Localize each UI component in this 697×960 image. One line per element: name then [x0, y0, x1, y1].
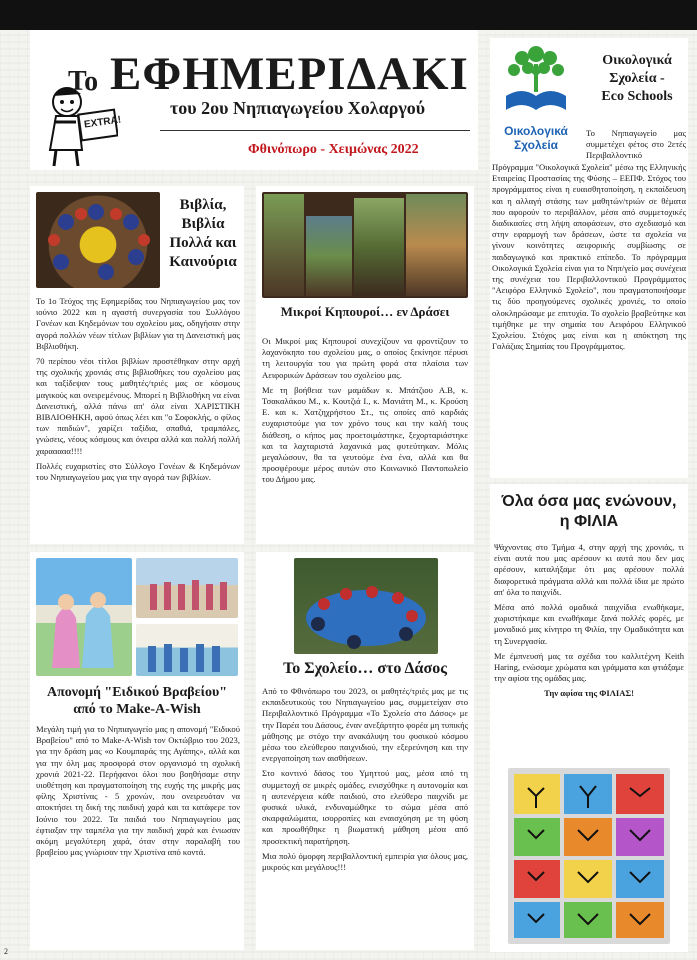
- masthead-title: ΕΦΗΜΕΡΙΔΑΚΙ: [110, 48, 469, 100]
- forest-section: [256, 552, 474, 950]
- award-photo-main: [36, 558, 132, 676]
- make-a-wish-text: Μεγάλη τιμή για το Νηπιαγωγείο μας η απονομή "Ειδικού Βραβείου" από το Make-A-Wish τον Οκτώβριο του 2023, για την δράση μας «ο Κουμπαράς της Αγάπης», αλλά και για την όλη μας προσφορά στον οργανισμό τη σχολική χρονιά 2021-22. Περήφανοι όλοι που βοηθήσαμε στην υιοθέτηση και πραγματοποίηση της ευχής της μικρής μας φίλης Χριστίνας - 5 χρονών, που ονειρευόταν να αποκτήσει τη δική της παιδική χαρά και τα κατάφερε τον Ιούνιο του 2022. Τα παιδιά του Νηπιαγωγείου μας έφτιαξαν την ταμπέλα για την παιδική χαρά και ένιωσαν ακόμη μεγαλύτερη χαρά, όταν στην παραλαβή του βραβείου μας γνώρισαν την Χριστίνα από κοντά.: [36, 724, 240, 858]
- eco-title: [586, 52, 688, 106]
- books-text: [36, 296, 240, 487]
- forest-paragraph-2: Στο κοντινό δάσος του Υμηττού μας, μέσα από τη συμμετοχή σε μικρές ομάδες, ενισχύθηκε η αυτονομία και η αυτενέργεια κάθε παιδιού, στο ελεύθερο παιχνίδι με φυσικά υλικά, ενδυναμώθηκε το σώμα μέσα από σκαρφαλώματα, ισορροπίες και εναισχύηση με τη φύση και προωθήθηκε η βιωματική μάθηση μέσα από προσεκτική παρατήρηση.: [262, 768, 468, 846]
- masthead-season: Φθινόπωρο - Χειμώνας 2022: [248, 142, 419, 157]
- garden-photo-4: [406, 194, 466, 296]
- gardeners-title: Μικροί Κηπουροί… εν Δράσει: [280, 304, 450, 319]
- eco-tree-icon: [492, 40, 580, 120]
- eco-lead-text: Το Νηπιαγωγείο μας συμμετέχει φέτος στο 2ετές Περιβαλλοντικό: [586, 128, 686, 161]
- eco-title-line-3: Eco Schools: [601, 89, 673, 104]
- make-a-wish-section: [30, 552, 244, 950]
- friendship-text: [494, 542, 684, 704]
- books-section: [30, 186, 244, 544]
- masthead-article: Το: [68, 66, 99, 97]
- gardeners-text: [262, 336, 468, 490]
- gardeners-paragraph-2: Με τη βοήθεια των μαμάδων κ. Μπάτζιου Α.Β, κ. Τσακαλάκου Μ., κ. Κουτζιά Ι., κ. Μανιάτη Μ., κ. Κρούση Ε. και κ. Χατζηχρήστου Στ., τις οποίες από καρδιάς ευχαριστούμε για τον χρόνο τους και την καλή τους διάθεση, ο κήπος μας προετοιμάστηκε, ξεχορταριάστηκε και τα λαχταριστά λαχανικά μας φυτεύτηκαν. Μόλις μεγαλώσουν, θα τα γευτούμε ένα ένα, αλλά και θα προσφέρουμε μέρος αυτών στο Κοινωνικό Παντοπωλείο του Δήμου μας.: [262, 384, 468, 485]
- eco-body-text: Πρόγραμμα "Οικολογικά Σχολεία" μέσω της Ελληνικής Εταιρείας Προστασίας της Φύσης – ΕΕΠΦ. Στόχος του προγράμματος είναι η ευαισθητοποίηση, η εκπαίδευση και η αλλαγή στάσης των μαθητών/τριών σε θέματα που αφορούν το περιβάλλον, μέσα από συμμετοχικές διαδικασίες στη λήψη αποφάσεων, στο σχεδιασμό και στην εφαρμογή των δράσεων, ώστε τα σχολεία να γίνουν κοινότητες αειφορικής συμβίωσης σε παιδαγωγικό και πρακτικό επίπεδο. Το πρόγραμμα Οικολογικά Σχολεία είναι για το Νηπ/γείο μας συνέχεια της συνέχεια του Περιβαλλοντικού Προγράμματος "Αειφόρο Ελληνικό Σχολείο", που πραγματοποιήσαμε τις δύο προηγούμενες σχολικές χρονιές, το οποίο ολοκληρώσαμε με επιτυχία. Το σχολείο βραβεύτηκε και τιμήθηκε με την σημαία του Αειφόρου Ελληνικού Σχολείου. Στόχος μας είναι και η απόκτηση της Γαλάζιας Σημαίας του Προγράμματος.: [492, 162, 686, 352]
- eco-title-line-1: Οικολογικά: [602, 53, 672, 68]
- books-paragraph-3: Πολλές ευχαριστίες στο Σύλλογο Γονέων & Κηδεμόνων του Νηπιαγωγείου μας για την αγορά των βιβλίων.: [36, 460, 240, 483]
- eco-logo-text-2: Σχολεία: [513, 138, 559, 152]
- gardeners-paragraph-1: Οι Μικροί μας Κηπουροί συνεχίζουν να φροντίζουν το λαχανόκηπο του σχολείου μας, ο οποίος ξεκίνησε πέρυσι τη λειτουργία του για πρώτη φορά στα πλαίσια των Αειφορικών Δράσεων του σχολείου μας.: [262, 336, 468, 380]
- forest-paragraph-1: Από το Φθινόπωρο του 2023, οι μαθητές/τριές μας με τις εκπαιδευτικούς του Νηπιαγωγείου μας, συμμετείχαν στο Περιβαλλοντικό Πρόγραμμα «Το Σχολείο στο Δάσος» με την Παρέα του Δάσους, έναν ανεξάρτητο φορέα μη τυπικής μάθησης με στόχο την ανακάλυψη του φυσικού κόσμου μέσω του ελεύθερου παιχνιδιού, την εξερεύνηση και την ενεργοποίηση των αισθήσεων.: [262, 686, 468, 764]
- friendship-paragraph-3: Με έμπνευσή μας τα σχέδια του καλλιτέχνη Keith Haring, ενώσαμε χρώματα και γράμματα και φτιάξαμε την αφίσα της ομάδας μας.: [494, 650, 684, 684]
- garden-photo-collage: [262, 192, 468, 298]
- award-photo-group-2: [136, 624, 238, 676]
- friendship-title: [490, 492, 688, 532]
- garden-photo-1: [264, 194, 304, 296]
- friendship-paragraph-1: Ψάχνοντας στο Τμήμα 4, στην αρχή της χρονιάς, τι είναι αυτά που μας αρέσουν κι αυτά που δεν μας αρέσουν, καταλήξαμε ότι μας αρέσουν πολλά διαφορετικά πράγματα αλλά και πολλά ίδια με πρώτο απ' όλα το παιχνίδι.: [494, 542, 684, 597]
- garden-photo-2: [306, 216, 352, 296]
- award-photo-group-1: [136, 558, 238, 618]
- friendship-paragraph-2: Μέσα από πολλά ομαδικά παιχνίδια ενωθήκαμε, χωριστήκαμε και ενωθήκαμε ξανά πολλές φορές, με μοναδικό μας κίνητρο τη Φιλία, την Ομαδικότητα και τη Συνεργασία.: [494, 602, 684, 646]
- children-on-blue-tarp-image: [294, 558, 438, 654]
- eco-schools-section: [490, 38, 688, 478]
- books-title: Βιβλία, Βιβλία Πολλά και Καινούρια: [169, 197, 237, 270]
- girl-with-costumes-image: [36, 558, 132, 676]
- garden-photo-3: [354, 198, 404, 296]
- forest-paragraph-3: Μια πολύ όμορφη περιβαλλοντική εμπειρία για όλους μας, μικρούς και μεγάλους!!!: [262, 850, 468, 873]
- eco-logo-text-1: Οικολογικά: [504, 124, 568, 138]
- books-paragraph-2: 70 περίπου νέοι τίτλοι βιβλίων προστέθηκαν στην αρχή της σχολικής χρονιάς στις βιβλιοθήκες του σχολείου μας και ταξίδεψαν τους μαθητές/τριές μας σε κόσμους μαγικούς και ονειρεμένους. Μπορεί η Βιβλιοθήκη να είναι Δανειστική, αλλά πάνω απ' όλα είναι ΧΑΡΙΣΤΙΚΗ ΒΙΒΛΙΟΘΗΚΗ, αφού όπως λέει και "ο Σοφοκλής, ο φίλος των παιδιών", χαρίζει ταξίδια, σπαθιά, τραμπάλες, γνώσεις, νέους κόσμους και όνειρα αλλά και πολλή πολλή χαρααααα!!!!: [36, 356, 240, 456]
- extra-badge: EXTRA!: [83, 114, 122, 131]
- friendship-section: [490, 484, 688, 952]
- friendship-poster: [508, 768, 670, 944]
- page-number: 2: [4, 947, 8, 956]
- eco-schools-logo: [492, 40, 580, 152]
- friendship-title-line-1: Όλα όσα μας ενώνουν,: [501, 493, 677, 510]
- books-photo: [36, 192, 160, 288]
- top-black-bar: [0, 0, 697, 30]
- masthead-subtitle: του 2ου Νηπιαγωγείου Χολαργού: [170, 98, 426, 118]
- children-circle-image: [36, 192, 160, 288]
- masthead-rule: [160, 130, 470, 131]
- friendship-title-line-2: η ΦΙΛΙΑ: [559, 513, 619, 530]
- forest-title: Το Σχολείο… στο Δάσος: [283, 660, 447, 677]
- books-paragraph-1: Το 1ο Τεύχος της Εφημερίδας του Νηπιαγωγείου μας τον ιούνιο 2022 και η αγαστή συνεργασία του Συλλόγου Γονέων και Κηδεμόνων του σχολείου μας, οδηγήσαν στην αγορά πολλών νέων τίτλων βιβλίων για τη Δανειστική μας Βιβλιοθήκη.: [36, 296, 240, 351]
- forest-text: [262, 686, 468, 877]
- friendship-poster-caption: Την αφίσα της ΦΙΛΙΑΣ!: [544, 688, 634, 699]
- gardeners-section: [256, 186, 474, 544]
- keith-haring-poster-image: [508, 768, 670, 944]
- masthead: [30, 30, 478, 170]
- eco-title-line-2: Σχολεία -: [609, 71, 665, 86]
- make-a-wish-title: Απονομή "Ειδικού Βραβείου" από το Make-A-Wish: [47, 685, 227, 717]
- forest-photo: [294, 558, 438, 654]
